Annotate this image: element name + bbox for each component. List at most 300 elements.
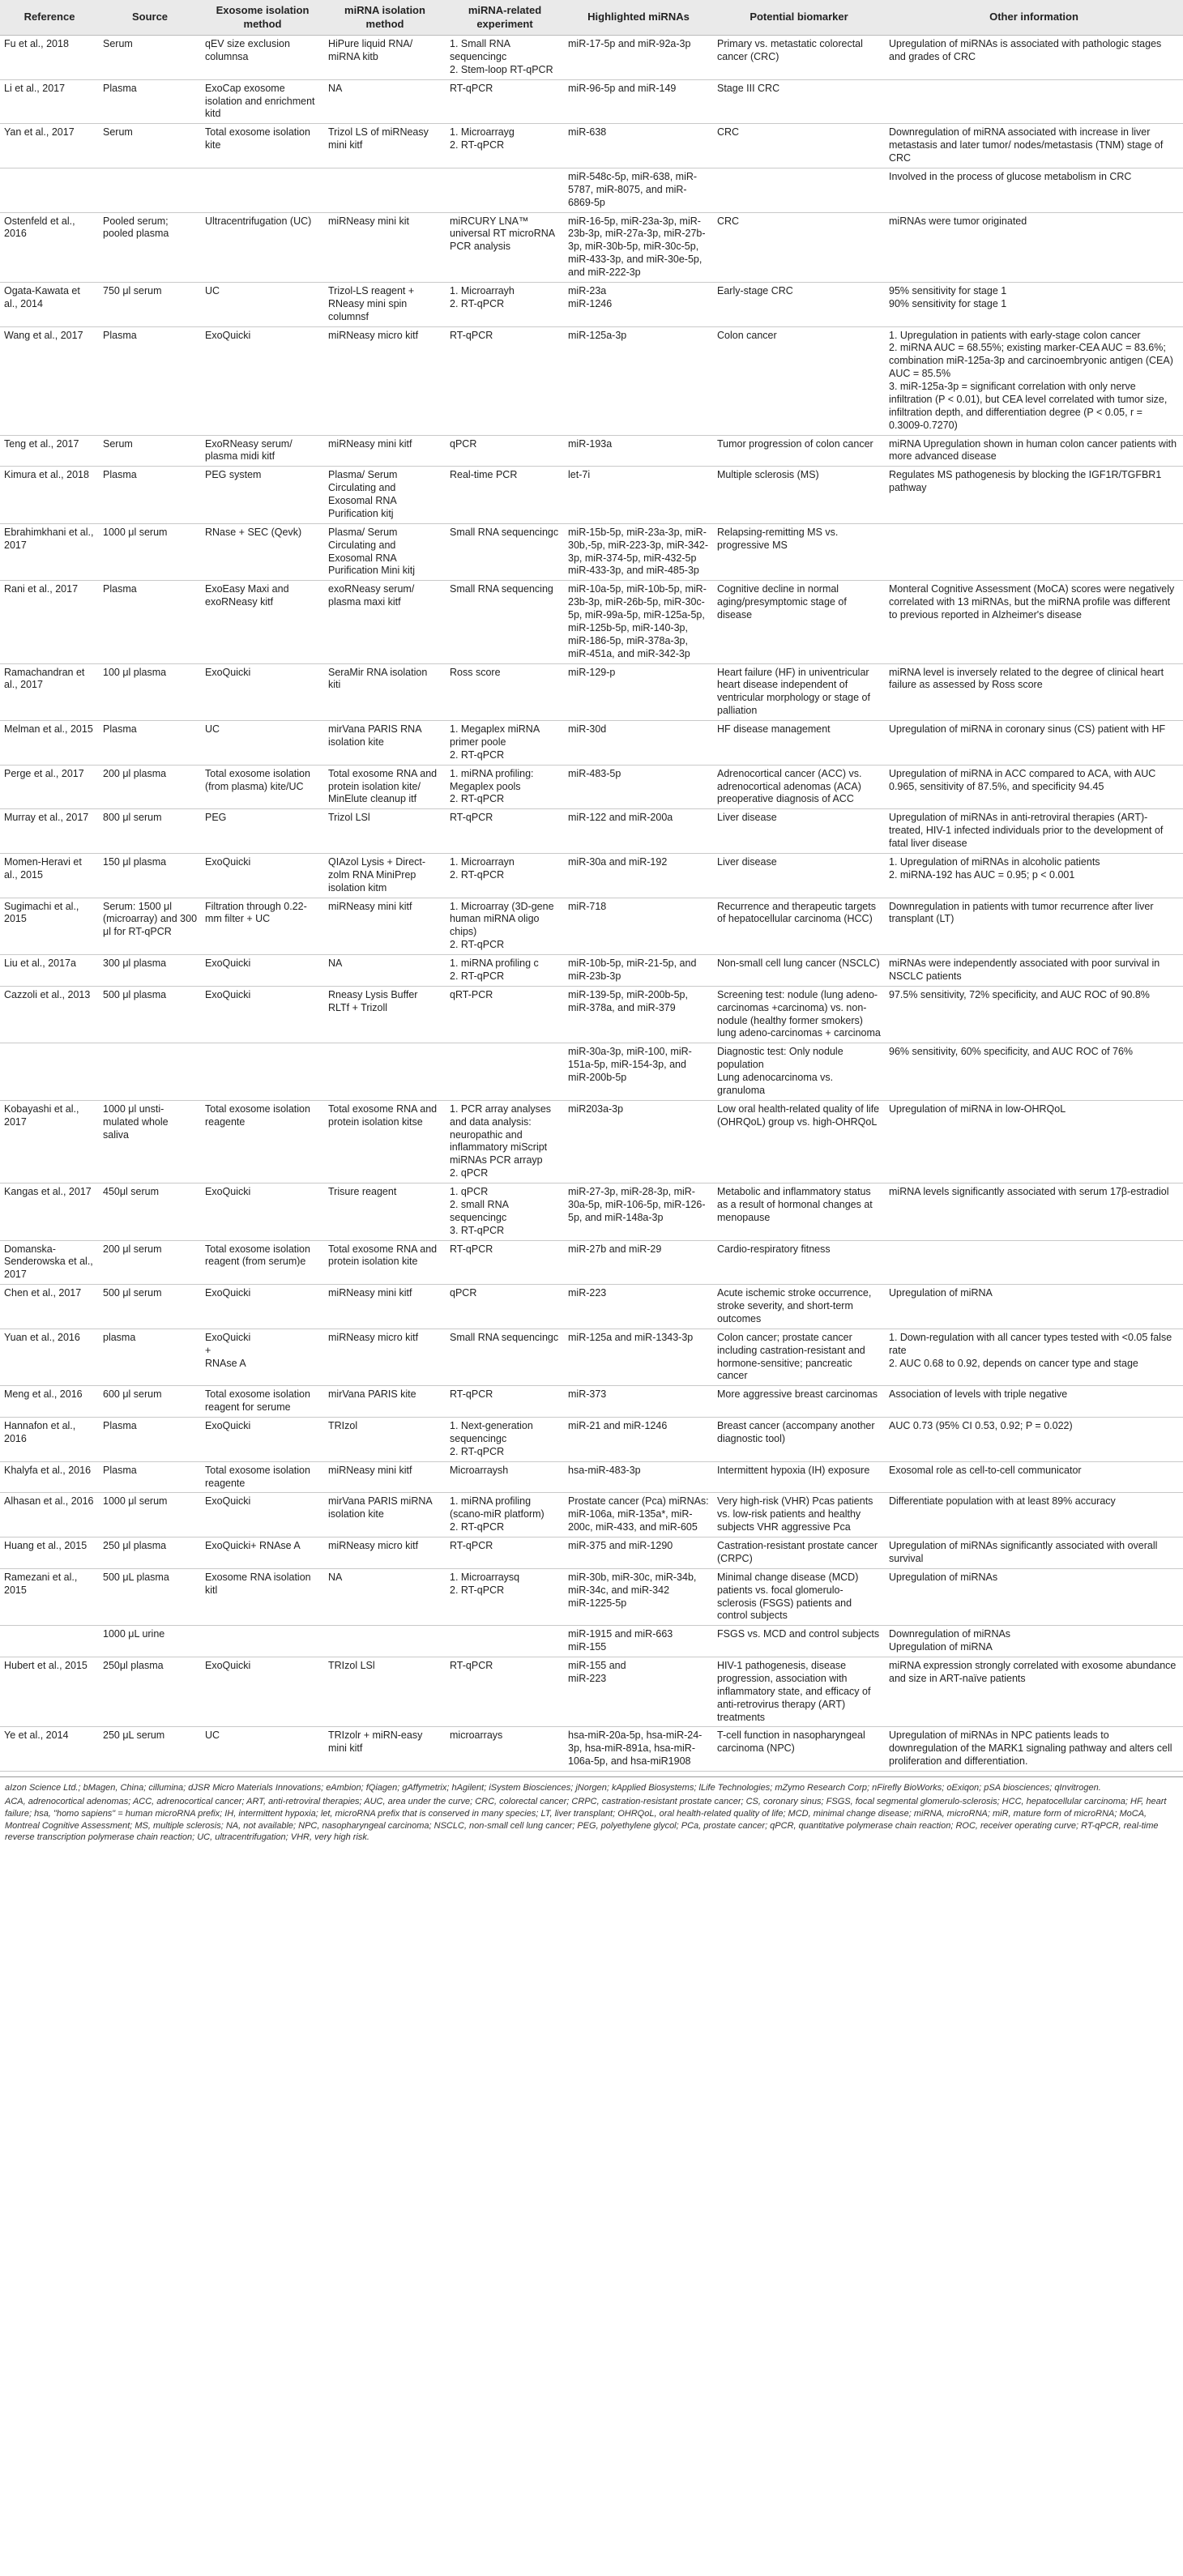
table-cell: miRNA expression strongly correlated with exosome abundance and size in ART-naïve patients [885, 1657, 1183, 1727]
table-cell: Intermittent hypoxia (IH) exposure [713, 1461, 885, 1493]
table-row [0, 36, 1183, 80]
table-cell: Wang et al., 2017 [0, 326, 99, 435]
table-cell: 1. PCR array analyses and data analysis: neuropathic and inflammatory miScript miRNAs PCR arrayp 2. qPCR [446, 1100, 564, 1183]
table-cell: Melman et al., 2015 [0, 721, 99, 766]
table-cell: Upregulation of miRNAs in NPC patients leads to downregulation of the MARK1 signaling pathway and alters cell proliferation and differentiation. [885, 1727, 1183, 1772]
table-row [0, 1657, 1183, 1727]
table-cell: 750 μl serum [99, 282, 201, 326]
table-cell: mirVana PARIS kite [324, 1386, 446, 1418]
table-cell [446, 1043, 564, 1101]
table-cell: Primary vs. metastatic colorectal cancer (CRC) [713, 36, 885, 80]
table-cell: Minimal change disease (MCD) patients vs. focal glomerulo-sclerosis (FSGS) patients and control subjects [713, 1568, 885, 1626]
table-cell: miR-27-3p, miR-28-3p, miR-30a-5p, miR-106-5p, miR-126-5p, and miR-148a-3p [564, 1184, 713, 1241]
table-cell: Rani et al., 2017 [0, 581, 99, 663]
table-body [0, 36, 1183, 1772]
table-cell [446, 168, 564, 212]
table-cell: miR-27b and miR-29 [564, 1240, 713, 1285]
column-header: miRNA isolation method [324, 0, 446, 36]
table-cell: Ramezani et al., 2015 [0, 1568, 99, 1626]
table-cell: Yan et al., 2017 [0, 124, 99, 168]
table-cell: miRNeasy micro kitf [324, 326, 446, 435]
table-cell: Trisure reagent [324, 1184, 446, 1241]
table-cell: Total exosome isolation reagent (from serum)e [201, 1240, 324, 1285]
table-cell: Khalyfa et al., 2016 [0, 1461, 99, 1493]
table-cell: miR-30d [564, 721, 713, 766]
table-cell: Ye et al., 2014 [0, 1727, 99, 1772]
table-cell: miR-122 and miR-200a [564, 809, 713, 854]
table-cell: ExoQuicki [201, 326, 324, 435]
table-cell: plasma [99, 1329, 201, 1386]
table-cell: 95% sensitivity for stage 1 90% sensitivity for stage 1 [885, 282, 1183, 326]
table-cell: 800 μl serum [99, 809, 201, 854]
table-cell: Liver disease [713, 809, 885, 854]
table-cell: Serum: 1500 μl (microarray) and 300 μl for RT-qPCR [99, 898, 201, 955]
table-cell: Differentiate population with at least 89% accuracy [885, 1493, 1183, 1537]
table-cell: Ebrahimkhani et al., 2017 [0, 523, 99, 581]
table-cell: Total exosome RNA and protein isolation kite [324, 1240, 446, 1285]
table-cell: Liu et al., 2017a [0, 955, 99, 987]
header-row [0, 0, 1183, 36]
table-cell: Stage III CRC [713, 79, 885, 124]
table-cell: miRNeasy mini kit [324, 212, 446, 282]
table-cell: CRC [713, 212, 885, 282]
table-cell: Real-time PCR [446, 467, 564, 524]
table-cell: Relapsing-remitting MS vs. progressive MS [713, 523, 885, 581]
table-cell: hsa-miR-20a-5p, hsa-miR-24-3p, hsa-miR-891a, hsa-miR-106a-5p, and hsa-miR1908 [564, 1727, 713, 1772]
table-row [0, 1727, 1183, 1772]
column-header: Highlighted miRNAs [564, 0, 713, 36]
table-cell: miRNeasy micro kitf [324, 1537, 446, 1569]
table-cell [885, 79, 1183, 124]
table-cell: Ogata-Kawata et al., 2014 [0, 282, 99, 326]
table-cell: Trizol LS of miRNeasy mini kitf [324, 124, 446, 168]
table-cell: miR-129-p [564, 663, 713, 721]
table-row [0, 986, 1183, 1043]
column-header: Other information [885, 0, 1183, 36]
table-cell: 1. Microarraysq 2. RT-qPCR [446, 1568, 564, 1626]
table-cell: 1. miRNA profiling: Megaplex pools 2. RT-qPCR [446, 765, 564, 809]
table-cell: Tumor progression of colon cancer [713, 435, 885, 467]
table-cell: miR-16-5p, miR-23a-3p, miR-23b-3p, miR-27a-3p, miR-27b-3p, miR-30b-5p, miR-30c-5p, miR-433-3p, and miR-30e-5p, and miR-222-3p [564, 212, 713, 282]
table-cell: T-cell function in nasopharyngeal carcinoma (NPC) [713, 1727, 885, 1772]
table-cell: Upregulation of miRNAs significantly associated with overall survival [885, 1537, 1183, 1569]
table-cell: Breast cancer (accompany another diagnostic tool) [713, 1418, 885, 1462]
table-cell: 1. miRNA profiling (scano-miR platform) 2. RT-qPCR [446, 1493, 564, 1537]
table-cell: Downregulation of miRNA associated with increase in liver metastasis and later tumor/ nodes/metastasis (TNM) stage of CRC [885, 124, 1183, 168]
table-cell: 1. Next-generation sequencingc 2. RT-qPCR [446, 1418, 564, 1462]
table-cell: Perge et al., 2017 [0, 765, 99, 809]
table-row [0, 435, 1183, 467]
table-cell: RT-qPCR [446, 1537, 564, 1569]
table-cell: 1. Small RNA sequencingc 2. Stem-loop RT-qPCR [446, 36, 564, 80]
table-cell: miR-21 and miR-1246 [564, 1418, 713, 1462]
table-cell: HiPure liquid RNA/ miRNA kitb [324, 36, 446, 80]
table-cell: miR-125a and miR-1343-3p [564, 1329, 713, 1386]
table-cell: 1000 μL urine [99, 1626, 201, 1657]
table-cell: miR-30a-3p, miR-100, miR-151a-5p, miR-154-3p, and miR-200b-5p [564, 1043, 713, 1101]
table-cell: ExoEasy Maxi and exoRNeasy kitf [201, 581, 324, 663]
table-cell [201, 1626, 324, 1657]
table-cell: 1000 μl serum [99, 523, 201, 581]
table-cell [201, 1043, 324, 1101]
table-row [0, 212, 1183, 282]
table-cell: Involved in the process of glucose metabolism in CRC [885, 168, 1183, 212]
table-cell: Total exosome isolation (from plasma) kite/UC [201, 765, 324, 809]
table-row [0, 1240, 1183, 1285]
table-cell: 200 μl serum [99, 1240, 201, 1285]
table-cell: miRNA Upregulation shown in human colon cancer patients with more advanced disease [885, 435, 1183, 467]
table-cell: miR-17-5p and miR-92a-3p [564, 36, 713, 80]
table-row [0, 809, 1183, 854]
table-cell: PEG [201, 809, 324, 854]
table-cell: Downregulation of miRNAs Upregulation of miRNA [885, 1626, 1183, 1657]
table-cell: CRC [713, 124, 885, 168]
table-row [0, 1043, 1183, 1101]
table-cell: Colon cancer; prostate cancer including castration-resistant and hormone-sensitive; pancreatic cancer [713, 1329, 885, 1386]
table-cell: Acute ischemic stroke occurrence, stroke severity, and short-term outcomes [713, 1285, 885, 1329]
table-cell: qRT-PCR [446, 986, 564, 1043]
table-cell: miRCURY LNA™ universal RT microRNA PCR analysis [446, 212, 564, 282]
table-cell: hsa-miR-483-3p [564, 1461, 713, 1493]
table-cell: Plasma [99, 721, 201, 766]
table-cell: qPCR [446, 435, 564, 467]
table-cell: Screening test: nodule (lung adeno-carcinomas +carcinoma) vs. non-nodule (healthy former smokers) lung adeno-carcinomas + carcinoma [713, 986, 885, 1043]
table-cell: Total exosome RNA and protein isolation kitse [324, 1100, 446, 1183]
column-header: miRNA-related experiment [446, 0, 564, 36]
table-row [0, 663, 1183, 721]
table-cell: ExoRNeasy serum/ plasma midi kitf [201, 435, 324, 467]
table-cell: Filtration through 0.22-mm filter + UC [201, 898, 324, 955]
column-header: Exosome isolation method [201, 0, 324, 36]
table-cell: RT-qPCR [446, 809, 564, 854]
table-cell: Plasma [99, 581, 201, 663]
table-cell: HIV-1 pathogenesis, disease progression, association with inflammatory state, and efficacy of anti-retrovirus therapy (ART) treatments [713, 1657, 885, 1727]
table-cell: HF disease management [713, 721, 885, 766]
table-cell: Plasma [99, 1418, 201, 1462]
table-row [0, 523, 1183, 581]
table-row [0, 1537, 1183, 1569]
table-cell: Kangas et al., 2017 [0, 1184, 99, 1241]
table-cell: QIAzol Lysis + Direct-zolm RNA MiniPrep isolation kitm [324, 853, 446, 898]
table-cell: Regulates MS pathogenesis by blocking the IGF1R/TGFBR1 pathway [885, 467, 1183, 524]
table-cell: ExoQuicki [201, 986, 324, 1043]
table-cell: 500 μl plasma [99, 986, 201, 1043]
table-cell: 250 μL serum [99, 1727, 201, 1772]
table-cell: Trizol-LS reagent + RNeasy mini spin columnsf [324, 282, 446, 326]
table-cell: TRIzol LSl [324, 1657, 446, 1727]
table-cell: Plasma [99, 1461, 201, 1493]
table-cell: miR-96-5p and miR-149 [564, 79, 713, 124]
table-row [0, 168, 1183, 212]
table-cell: qEV size exclusion columnsa [201, 36, 324, 80]
table-cell: miRNeasy mini kitf [324, 898, 446, 955]
table-cell: 250 μl plasma [99, 1537, 201, 1569]
table-cell: 450μl serum [99, 1184, 201, 1241]
table-cell: Total exosome isolation kite [201, 124, 324, 168]
table-cell: miR-193a [564, 435, 713, 467]
table-cell: Ramachandran et al., 2017 [0, 663, 99, 721]
table-cell: ExoQuicki + RNAse A [201, 1329, 324, 1386]
table-row [0, 1493, 1183, 1537]
table-cell: ExoQuicki [201, 1493, 324, 1537]
table-cell: Cardio-respiratory fitness [713, 1240, 885, 1285]
column-header: Potential biomarker [713, 0, 885, 36]
table-cell [446, 1626, 564, 1657]
table-cell: TRIzol [324, 1418, 446, 1462]
table-cell: Serum [99, 435, 201, 467]
table-cell: Hannafon et al., 2016 [0, 1418, 99, 1462]
table-cell: Metabolic and inflammatory status as a result of hormonal changes at menopause [713, 1184, 885, 1241]
table-cell: Multiple sclerosis (MS) [713, 467, 885, 524]
table-cell: let-7i [564, 467, 713, 524]
table-cell: ExoQuicki [201, 1418, 324, 1462]
table-cell: miR-30a and miR-192 [564, 853, 713, 898]
table-cell: Total exosome isolation reagent for serume [201, 1386, 324, 1418]
table-cell: ExoQuicki+ RNAse A [201, 1537, 324, 1569]
table-cell: SeraMir RNA isolation kiti [324, 663, 446, 721]
table-cell: miR203a-3p [564, 1100, 713, 1183]
table-row [0, 1418, 1183, 1462]
table-cell: ExoQuicki [201, 1184, 324, 1241]
table-row [0, 1386, 1183, 1418]
table-cell: NA [324, 79, 446, 124]
table-cell: Prostate cancer (Pca) miRNAs: miR-106a, miR-135a*, miR-200c, miR-433, and miR-605 [564, 1493, 713, 1537]
table-cell: 1000 μl unsti-mulated whole saliva [99, 1100, 201, 1183]
table-cell [324, 1626, 446, 1657]
table-cell: Ultracentrifugation (UC) [201, 212, 324, 282]
table-cell: ExoQuicki [201, 1285, 324, 1329]
table-cell: miR-155 and miR-223 [564, 1657, 713, 1727]
table-cell: 1. Microarrayn 2. RT-qPCR [446, 853, 564, 898]
table-cell: miR-548c-5p, miR-638, miR-5787, miR-8075, and miR-6869-5p [564, 168, 713, 212]
footnote: aIzon Science Ltd.; bMagen, China; cillumina; dJSR Micro Materials Innovations; eAmbion; fQiagen; gAffymetrix; hAgilent; iSystem Biosciences; jNorgen; kApplied Biosystems; lLife Technologies; mZymo Research Corp; nFirefly BioWorks; oExiqon; pSA biosciences; qInvitrogen. [5, 1783, 1101, 1793]
table-cell: Adrenocortical cancer (ACC) vs. adrenocortical adenomas (ACA) preoperative diagnosis of ACC [713, 765, 885, 809]
table-cell [99, 1043, 201, 1101]
table-cell: 1. Upregulation in patients with early-stage colon cancer 2. miRNA AUC = 68.55%; existing marker-CEA AUC = 83.6%; combination miR-125a-3p and carcinoembryonic antigen (CEA) AUC = 85.5% 3. miR-125a-3p = significant correlation with only nerve infiltration (P < 0.01), but CEA level correlated with tumor size, infiltration depth, and differentiation degree (P < 0.05, r = 0.3009-0.7270) [885, 326, 1183, 435]
table-cell: Total exosome RNA and protein isolation kite/ MinElute cleanup itf [324, 765, 446, 809]
table-row [0, 467, 1183, 524]
table-cell: RT-qPCR [446, 1386, 564, 1418]
table-cell: RT-qPCR [446, 1240, 564, 1285]
table-cell: RNase + SEC (Qevk) [201, 523, 324, 581]
table-cell: Domanska-Senderowska et al., 2017 [0, 1240, 99, 1285]
table-cell: Colon cancer [713, 326, 885, 435]
table-cell: UC [201, 1727, 324, 1772]
table-cell: 100 μl plasma [99, 663, 201, 721]
table-cell: Hubert et al., 2015 [0, 1657, 99, 1727]
table-cell: Heart failure (HF) in univentricular heart disease independent of ventricular morphology or stage of palliation [713, 663, 885, 721]
table-cell: Association of levels with triple negative [885, 1386, 1183, 1418]
table-cell: Meng et al., 2016 [0, 1386, 99, 1418]
table-row [0, 765, 1183, 809]
table-cell: Plasma/ Serum Circulating and Exosomal RNA Purification Mini kitj [324, 523, 446, 581]
table-cell: Upregulation of miRNAs is associated with pathologic stages and grades of CRC [885, 36, 1183, 80]
table-row [0, 581, 1183, 663]
table-cell: RT-qPCR [446, 79, 564, 124]
table-cell: miRNAs were tumor originated [885, 212, 1183, 282]
column-header: Reference [0, 0, 99, 36]
table-cell: miR-23a miR-1246 [564, 282, 713, 326]
table-cell: 500 μL plasma [99, 1568, 201, 1626]
table-cell: Low oral health-related quality of life (OHRQoL) group vs. high-OHRQoL [713, 1100, 885, 1183]
table-row [0, 721, 1183, 766]
table-cell: Microarraysh [446, 1461, 564, 1493]
table-cell: Upregulation of miRNAs in anti-retroviral therapies (ART)-treated, HIV-1 infected individuals prior to the development of fatal liver disease [885, 809, 1183, 854]
table-cell: 1. Microarrayh 2. RT-qPCR [446, 282, 564, 326]
table-row [0, 1568, 1183, 1626]
table-cell [0, 1043, 99, 1101]
table-cell: Recurrence and therapeutic targets of hepatocellular carcinoma (HCC) [713, 898, 885, 955]
table-cell: 1. Microarray (3D-gene human miRNA oligo chips) 2. RT-qPCR [446, 898, 564, 955]
table-cell: Very high-risk (VHR) Pcas patients vs. low-risk patients and healthy subjects VHR aggressive Pca [713, 1493, 885, 1537]
table-cell [99, 168, 201, 212]
table-cell: miR-373 [564, 1386, 713, 1418]
table-cell: miR-483-5p [564, 765, 713, 809]
table-cell: mirVana PARIS miRNA isolation kite [324, 1493, 446, 1537]
table-cell: 250μl plasma [99, 1657, 201, 1727]
table-cell: TRIzolr + miRN-easy mini kitf [324, 1727, 446, 1772]
table-cell: RT-qPCR [446, 1657, 564, 1727]
table-cell: miRNeasy mini kitf [324, 1285, 446, 1329]
table-row [0, 282, 1183, 326]
table-cell: Monteral Cognitive Assessment (MoCA) scores were negatively correlated with 13 miRNAs, but the miRNA profile was different to previous reported in Alzheimer's disease [885, 581, 1183, 663]
table-cell: Upregulation of miRNA in coronary sinus (CS) patient with HF [885, 721, 1183, 766]
table-cell: Liver disease [713, 853, 885, 898]
table-cell: 500 μl serum [99, 1285, 201, 1329]
table-cell [885, 523, 1183, 581]
table-cell: miR-638 [564, 124, 713, 168]
table-cell: 1. Down-regulation with all cancer types tested with <0.05 false rate 2. AUC 0.68 to 0.92, depends on cancer type and stage [885, 1329, 1183, 1386]
table-cell: Early-stage CRC [713, 282, 885, 326]
table-cell: Plasma [99, 326, 201, 435]
table-cell: Yuan et al., 2016 [0, 1329, 99, 1386]
table-cell: Li et al., 2017 [0, 79, 99, 124]
table-cell: Exosome RNA isolation kitl [201, 1568, 324, 1626]
table-row [0, 1100, 1183, 1183]
table-cell: Plasma [99, 79, 201, 124]
table-cell: miR-10a-5p, miR-10b-5p, miR-23b-3p, miR-26b-5p, miR-30c-5p, miR-99a-5p, miR-125a-5p, miR-125b-5p, miR-140-3p, miR-186-5p, miR-378a-3p, miR-451a, and miR-342-3p [564, 581, 713, 663]
column-header: Source [99, 0, 201, 36]
table-cell: Momen-Heravi et al., 2015 [0, 853, 99, 898]
table-cell: miRNeasy mini kitf [324, 435, 446, 467]
table-cell: Plasma [99, 467, 201, 524]
table-cell: Castration-resistant prostate cancer (CRPC) [713, 1537, 885, 1569]
table-cell [324, 1043, 446, 1101]
table-cell [324, 168, 446, 212]
table-cell: Upregulation of miRNAs [885, 1568, 1183, 1626]
table-cell: 96% sensitivity, 60% specificity, and AUC ROC of 76% [885, 1043, 1183, 1101]
table-cell: Rneasy Lysis Buffer RLTf + Trizoll [324, 986, 446, 1043]
table-cell: Small RNA sequencingc [446, 523, 564, 581]
table-cell: Teng et al., 2017 [0, 435, 99, 467]
table-cell: miRNA levels significantly associated with serum 17β-estradiol [885, 1184, 1183, 1241]
table-cell: Alhasan et al., 2016 [0, 1493, 99, 1537]
table-cell: 300 μl plasma [99, 955, 201, 987]
table-cell: Total exosome isolation reagente [201, 1100, 324, 1183]
table-cell: Upregulation of miRNA in ACC compared to ACA, with AUC 0.965, sensitivity of 87.5%, and specificity 94.45 [885, 765, 1183, 809]
table-cell: 1. Microarrayg 2. RT-qPCR [446, 124, 564, 168]
table-cell: Chen et al., 2017 [0, 1285, 99, 1329]
table-cell: Huang et al., 2015 [0, 1537, 99, 1569]
table-cell: miRNA level is inversely related to the degree of clinical heart failure as assessed by Ross score [885, 663, 1183, 721]
table-cell: Murray et al., 2017 [0, 809, 99, 854]
table-cell: NA [324, 955, 446, 987]
table-cell: 97.5% sensitivity, 72% specificity, and AUC ROC of 90.8% [885, 986, 1183, 1043]
table-cell: miR-30b, miR-30c, miR-34b, miR-34c, and miR-342 miR-1225-5p [564, 1568, 713, 1626]
table-cell: miR-718 [564, 898, 713, 955]
table-row [0, 1329, 1183, 1386]
table-cell [713, 168, 885, 212]
table-cell: PEG system [201, 467, 324, 524]
table-cell: Ostenfeld et al., 2016 [0, 212, 99, 282]
table-row [0, 124, 1183, 168]
table-cell: Upregulation of miRNA [885, 1285, 1183, 1329]
table-cell: exoRNeasy serum/ plasma maxi kitf [324, 581, 446, 663]
table-header [0, 0, 1183, 36]
table-cell: 150 μl plasma [99, 853, 201, 898]
table-cell: miR-15b-5p, miR-23a-3p, miR-30b,-5p, miR-223-3p, miR-342-3p, miR-374-5p, miR-432-5p miR-433-3p, and miR-485-3p [564, 523, 713, 581]
table-cell: miRNeasy micro kitf [324, 1329, 446, 1386]
table-row [0, 853, 1183, 898]
table-cell [0, 168, 99, 212]
table-row [0, 1461, 1183, 1493]
table-cell: Small RNA sequencingc [446, 1329, 564, 1386]
table-cell: ExoCap exosome isolation and enrichment kitd [201, 79, 324, 124]
table-cell: FSGS vs. MCD and control subjects [713, 1626, 885, 1657]
table-cell: Fu et al., 2018 [0, 36, 99, 80]
table-cell: 200 μl plasma [99, 765, 201, 809]
table-cell: Exosomal role as cell-to-cell communicator [885, 1461, 1183, 1493]
table-cell [885, 1240, 1183, 1285]
table-cell: ExoQuicki [201, 663, 324, 721]
table-cell: ExoQuicki [201, 1657, 324, 1727]
table-cell: Non-small cell lung cancer (NSCLC) [713, 955, 885, 987]
table-cell: 1000 μl serum [99, 1493, 201, 1537]
table-cell: ExoQuicki [201, 955, 324, 987]
table-cell: Sugimachi et al., 2015 [0, 898, 99, 955]
table-cell [201, 168, 324, 212]
table-cell: Plasma/ Serum Circulating and Exosomal RNA Purification kitj [324, 467, 446, 524]
table-row [0, 79, 1183, 124]
table-cell: Serum [99, 36, 201, 80]
table-cell: 1. Upregulation of miRNAs in alcoholic patients 2. miRNA-192 has AUC = 0.95; p < 0.001 [885, 853, 1183, 898]
table-cell: Cognitive decline in normal aging/presymptomic stage of disease [713, 581, 885, 663]
table-cell: Total exosome isolation reagente [201, 1461, 324, 1493]
table-cell: miR-223 [564, 1285, 713, 1329]
table-cell: mirVana PARIS RNA isolation kite [324, 721, 446, 766]
table-cell: Kimura et al., 2018 [0, 467, 99, 524]
table-cell: Downregulation in patients with tumor recurrence after liver transplant (LT) [885, 898, 1183, 955]
table-cell: 1. miRNA profiling c 2. RT-qPCR [446, 955, 564, 987]
table-row [0, 1626, 1183, 1657]
table-cell: miR-375 and miR-1290 [564, 1537, 713, 1569]
table-cell: 1. qPCR 2. small RNA sequencingc 3. RT-qPCR [446, 1184, 564, 1241]
table-cell: Serum [99, 124, 201, 168]
table-cell: ExoQuicki [201, 853, 324, 898]
table-cell: miRNAs were independently associated with poor survival in NSCLC patients [885, 955, 1183, 987]
table-cell [0, 1626, 99, 1657]
table-footnotes [0, 1776, 1183, 1844]
table-cell: Small RNA sequencing [446, 581, 564, 663]
table-cell: 1. Megaplex miRNA primer poole 2. RT-qPCR [446, 721, 564, 766]
table-cell: Diagnostic test: Only nodule population Lung adenocarcinoma vs. granuloma [713, 1043, 885, 1101]
table-cell: Ross score [446, 663, 564, 721]
table-cell: UC [201, 282, 324, 326]
table-cell: miR-139-5p, miR-200b-5p, miR-378a, and miR-379 [564, 986, 713, 1043]
table-row [0, 1184, 1183, 1241]
footnote: ACA, adrenocortical adenomas; ACC, adrenocortical cancer; ART, anti-retroviral therapies; AUC, area under the curve; CRC, colorectal cancer; CRPC, castration-resistant prostate cancer; CS, coronary sinus; FSGS, focal segmental glomerulo-sclerosis; HCC, hepatocellular carcinoma; HF, heart failure; hsa, "homo sapiens" = human microRNA prefix; IH, intermittent hypoxia; let, microRNA prefix that is conserved in many species; LT, liver transplant; OHRQoL, oral health-related quality of life; MCD, minimal change disease; miRNA, microRNA; miR, mature form of microRNA; MoCA, Montreal Cognitive Assessment; MS, multiple sclerosis; NA, not available; NPC, nasopharyngeal carcinoma; NSCLC, non-small cell lung cancer; PEG, polyethylene glycol; PCa, prostate cancer; qPCR, quantitative polymerase chain reaction; ROC, receiver operating curve; RT-qPCR, real-time reverse transcription polymerase chain reaction; UC, ultracentrifugation; VHR, very high risk. [5, 1796, 1167, 1843]
table-cell: miR-125a-3p [564, 326, 713, 435]
